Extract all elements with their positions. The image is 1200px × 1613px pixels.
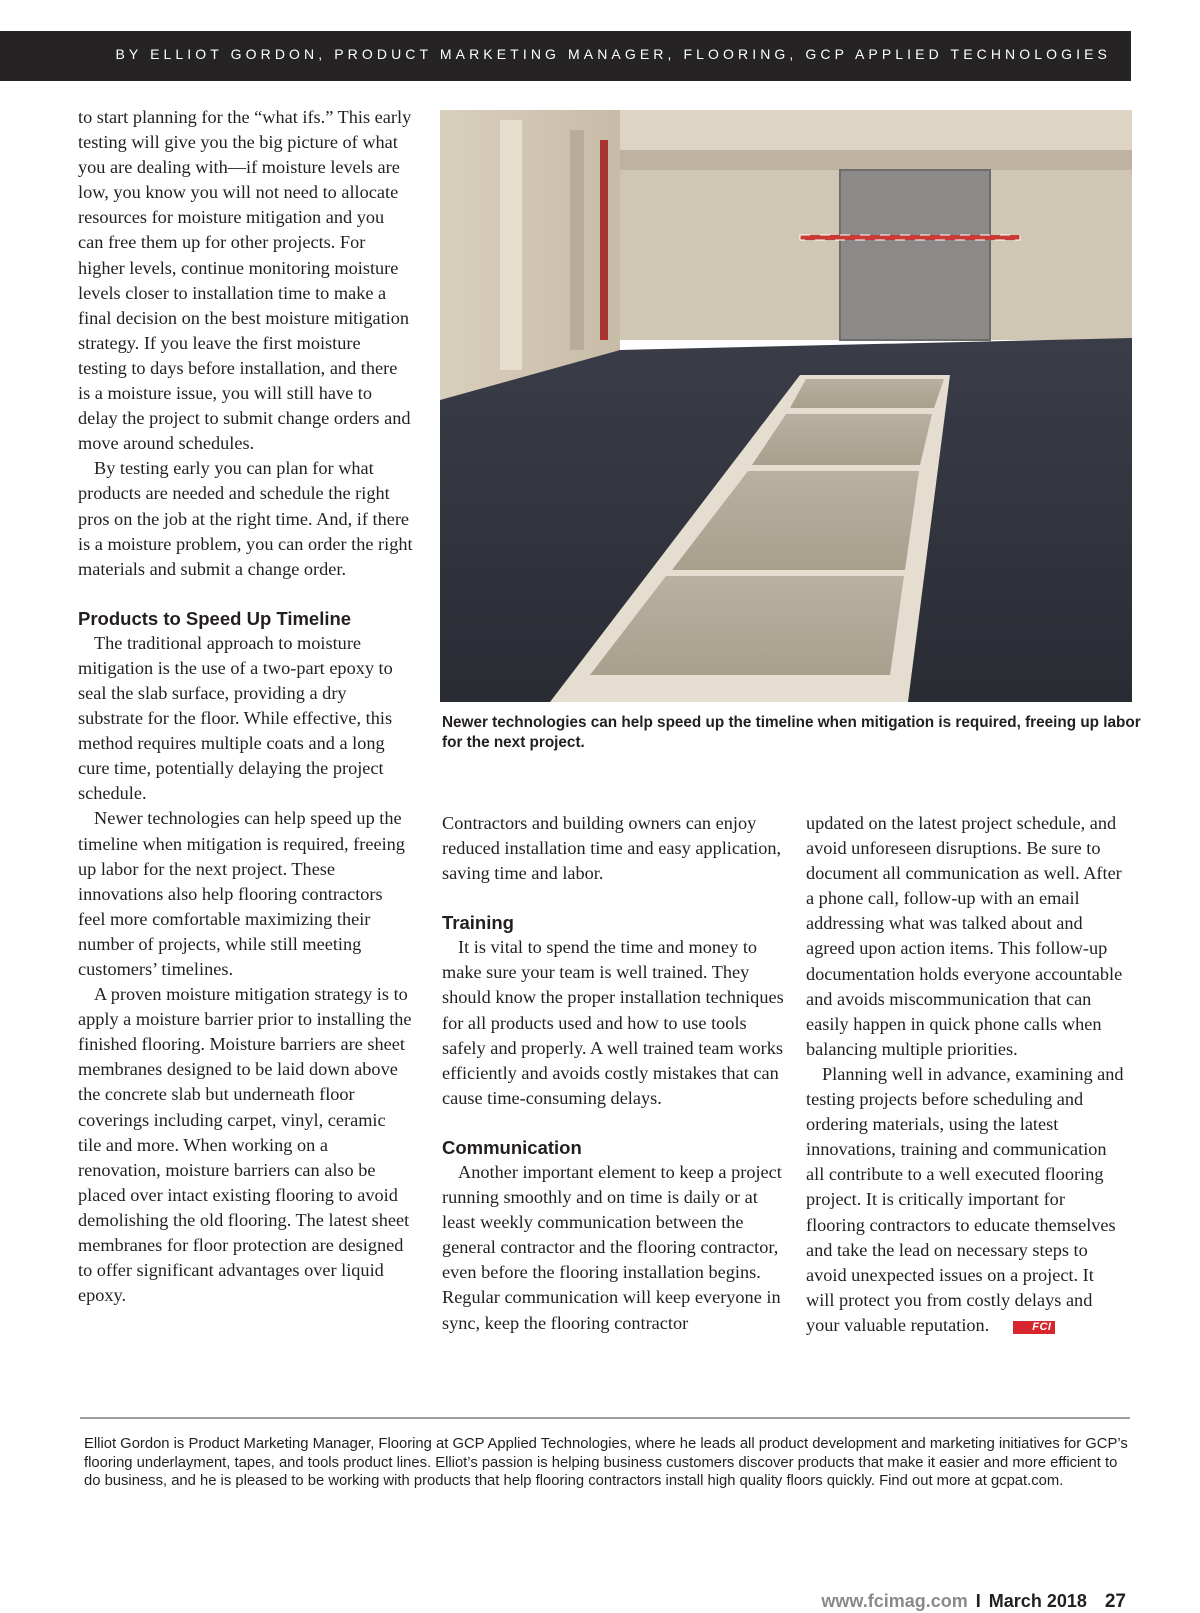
paragraph: By testing early you can plan for what products are needed and schedule the right pros on the job at the right time. And, if there is a moisture problem, you can order the right materials and submit a change order. xyxy=(78,458,413,579)
page-footer xyxy=(821,1591,1126,1613)
photo-caption: Newer technologies can help speed up the timeline when mitigation is required, freeing up labor for the next project. xyxy=(442,714,1141,751)
footer-website: www.fcimag.com xyxy=(821,1591,968,1611)
paragraph: Newer technologies can help speed up the timeline when mitigation is required, freeing up labor for the next project. These innovations also help flooring contractors feel more comfortable maximizing their number of projects, while still meeting customers’ timelines. xyxy=(78,808,405,979)
paragraph: It is vital to spend the time and money to make sure your team is well trained. They should know the proper installation techniques for all products used and how to use tools safely and properly. A well trained team works efficiently and avoids costly mistakes that can cause time-consuming delays. xyxy=(442,937,784,1108)
byline: BY ELLIOT GORDON, PRODUCT MARKETING MANAGER, FLOORING, GCP APPLIED TECHNOLOGIES xyxy=(115,46,1111,62)
divider-rule xyxy=(80,1417,1130,1419)
warehouse-floor-photo xyxy=(440,110,1132,702)
footer-date: March 2018 xyxy=(988,1591,1087,1611)
article-column-1 xyxy=(78,105,413,1308)
paragraph: The traditional approach to moisture mitigation is the use of a two-part epoxy to seal the slab surface, providing a dry substrate for the floor. While effective, this method requires multiple coats and a long cure time, potentially delaying the project schedule. xyxy=(78,632,393,804)
paragraph xyxy=(806,1062,1126,1338)
fci-end-mark-badge: FCI xyxy=(1013,1321,1054,1334)
article-column-2 xyxy=(442,811,787,1336)
section-heading-products: Products to Speed Up Timeline xyxy=(78,607,352,629)
paragraph: Another important element to keep a project running smoothly and on time is daily or at least weekly communication between the general contractor and the flooring contractor, even before the flooring installation begins. Regular communication will keep everyone in sync, keep the flooring contractor xyxy=(442,1161,782,1333)
paragraph: A proven moisture mitigation strategy is to apply a moisture barrier prior to installing the finished flooring. Moisture barriers are sheet membranes designed to be laid down above the concrete slab but underneath floor coverings including carpet, vinyl, ceramic tile and more. When working on a renovation, moisture barriers can also be placed over intact existing flooring to avoid demolishing the old flooring. The latest sheet membranes for floor protection are designed to offer significant advantages over liquid epoxy. xyxy=(78,984,412,1306)
author-bio: Elliot Gordon is Product Marketing Manager, Flooring at GCP Applied Technologies, where he leads all product development and marketing initiatives for GCP’s flooring underlayment, tapes, and tools product lines. Elliot’s passion is helping business customers discover products that make it easier and more efficient to do business, and he is pleased to be working with products that help flooring contractors install high quality floors quickly. Find out more at gcpat.com. xyxy=(84,1436,1128,1489)
section-heading-communication: Communication xyxy=(442,1136,582,1158)
header-bar xyxy=(0,31,1131,81)
section-heading-training: Training xyxy=(442,912,514,934)
paragraph: Contractors and building owners can enjoy reduced installation time and easy application, saving time and labor. xyxy=(442,813,782,884)
page-number: 27 xyxy=(1104,1591,1126,1612)
footer-separator: I xyxy=(975,1591,981,1611)
article-column-3 xyxy=(806,811,1126,1338)
paragraph: updated on the latest project schedule, and avoid unforeseen disruptions. Be sure to document all communication as well. After a phone call, follow-up with an email addressing what was talked about and agreed upon action items. This follow-up documentation holds everyone accountable and avoids miscommunication that can easily happen in quick phone calls when balancing multiple priorities. xyxy=(806,813,1123,1059)
paragraph-text: Planning well in advance, examining and testing projects before scheduling and ordering materials, using the latest innovations, training and communication all contribute to a well executed flooring project. It is critically important for flooring contractors to educate themselves and take the lead on necessary steps to avoid unexpected issues on a project. It will protect you from costly delays and your valuable reputation. xyxy=(806,1063,1124,1335)
paragraph: to start planning for the “what ifs.” This early testing will give you the big picture of what you are dealing with—if moisture levels are low, you know you will not need to allocate resources for moisture mitigation and you can free them up for other projects. For higher levels, continue monitoring moisture levels closer to installation time to make a final decision on the best moisture mitigation strategy. If you leave the first moisture testing to days before installation, and there is a moisture issue, you will still have to delay the project to submit change orders and move around schedules. xyxy=(78,107,412,454)
